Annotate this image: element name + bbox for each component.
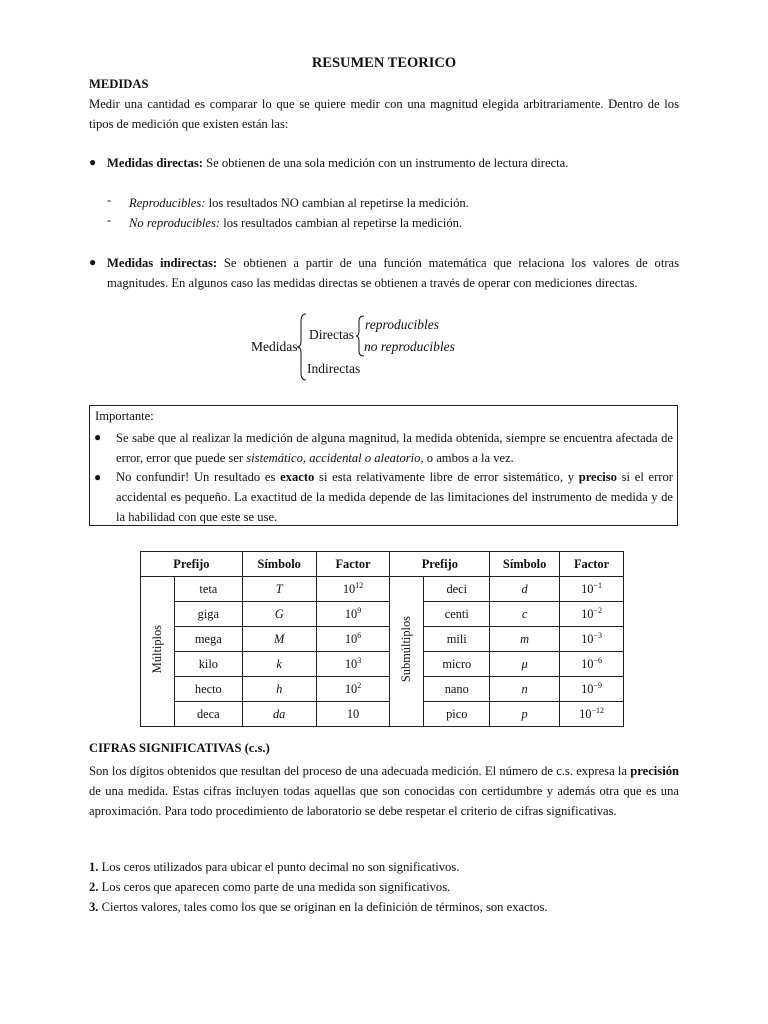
importante-item-2-end: si el error accidental es pequeño. La exactitud de la medida depende de las limitaciones del instrumento de medida y de la habilidad con que este se use. (116, 470, 673, 524)
table-row (141, 627, 624, 652)
factor-cell: $10^3$ (316, 652, 390, 677)
document-title: RESUMEN TEORICO (311, 55, 457, 71)
multiplos-group-label: Múltiplos (141, 577, 175, 727)
symbol-cell: c (490, 602, 560, 627)
table-row (141, 602, 624, 627)
cifras-precision: precisión (630, 764, 679, 778)
prefix-cell: deca (174, 702, 242, 727)
list-item (89, 877, 450, 897)
symbol-cell: p (490, 702, 560, 727)
bullet-icon: ● (94, 470, 102, 484)
prefix-cell: deci (424, 577, 490, 602)
importante-item-1 (116, 428, 673, 468)
cifras-text-b: de una medida. Estas cifras incluyen todas aquellas que son conocidas con certidumbre y además otra que es una aproximación. Para todo procedimiento de laboratorio se debe respetar el criterio de cifras significativas. (89, 784, 679, 818)
prefix-cell: pico (424, 702, 490, 727)
factor-cell: $10^9$ (316, 602, 390, 627)
factor-cell: 10 (316, 702, 390, 727)
table-header-cell: Símbolo (490, 552, 560, 577)
symbol-cell: h (242, 677, 316, 702)
bullet-icon: ● (94, 430, 102, 444)
list-item-text: Ciertos valores, tales como los que se originan en la definición de términos, son exactos. (101, 900, 548, 914)
list-item (89, 857, 459, 877)
importante-item-1-text: Se sabe que al realizar la medición de alguna magnitud, la medida obtenida, siempre se encuentra afectada de error, error que puede ser (116, 431, 673, 465)
factor-cell: $10^{12}$ (316, 577, 390, 602)
cifras-text-a: Son los dígitos obtenidos que resultan del proceso de una adecuada medición. El número de c.s. expresa la (89, 764, 631, 778)
sub-item-label: Reproducibles: (129, 196, 206, 210)
prefix-cell: teta (174, 577, 242, 602)
factor-cell: $10^6$ (316, 627, 390, 652)
importante-item-1-end: o ambos a la vez. (423, 451, 514, 465)
sub-item-text: los resultados NO cambian al repetirse la medición. (205, 196, 469, 210)
factor-cell: $10^{-2}$ (560, 602, 624, 627)
symbol-cell: d (490, 577, 560, 602)
sub-item-label: No reproducibles: (129, 216, 221, 230)
table-row (141, 577, 624, 602)
factor-cell: $10^{-12}$ (560, 702, 624, 727)
dash-icon: - (107, 213, 112, 227)
diagram-directas-label: Directas (309, 327, 354, 342)
importante-heading: Importante: (95, 409, 154, 423)
diagram-indirectas-label: Indirectas (307, 361, 361, 376)
medidas-directas-item (107, 153, 679, 173)
sub-item-text: los resultados cambian al repetirse la medición. (220, 216, 463, 230)
importante-item-2-text: No confundir! Un resultado es (116, 470, 281, 484)
submultiplos-group-label: Submúltiplos (390, 577, 424, 727)
bullet-icon: ● (89, 155, 97, 169)
table-row (141, 652, 624, 677)
prefix-cell: mega (174, 627, 242, 652)
prefix-cell: giga (174, 602, 242, 627)
prefix-cell: hecto (174, 677, 242, 702)
list-item-text: Los ceros utilizados para ubicar el punto decimal no son significativos. (101, 860, 460, 874)
symbol-cell: da (242, 702, 316, 727)
prefix-cell: mili (424, 627, 490, 652)
medidas-directas-text: Se obtienen de una sola medición con un instrumento de lectura directa. (202, 156, 569, 170)
factor-cell: $10^{-6}$ (560, 652, 624, 677)
importante-item-2 (116, 467, 673, 527)
sub-item-no-reproducibles (129, 213, 462, 233)
table-header-cell: Factor (316, 552, 390, 577)
factor-cell: $10^{-1}$ (560, 577, 624, 602)
diagram-no-reproducibles-label: no reproducibles (364, 339, 455, 354)
table-row (141, 702, 624, 727)
table-header-cell: Símbolo (242, 552, 316, 577)
cifras-heading: CIFRAS SIGNIFICATIVAS (c.s.) (89, 741, 270, 755)
medidas-indirectas-label: Medidas indirectas: (107, 256, 218, 270)
table-row (141, 677, 624, 702)
medidas-directas-label: Medidas directas: (107, 156, 203, 170)
medidas-heading: MEDIDAS (89, 77, 149, 91)
list-item-text: Los ceros que aparecen como parte de una medida son significativos. (101, 880, 451, 894)
importante-item-1-italic: sistemático, accidental o aleatorio, (246, 451, 424, 465)
list-item-number: 1. (89, 860, 99, 874)
importante-item-2-mid: si esta relativamente libre de error sistemático, y (314, 470, 579, 484)
prefix-table (140, 551, 624, 727)
symbol-cell: k (242, 652, 316, 677)
factor-cell: $10^2$ (316, 677, 390, 702)
table-header-cell: Factor (560, 552, 624, 577)
dash-icon: - (107, 193, 112, 207)
prefix-cell: micro (424, 652, 490, 677)
sub-item-reproducibles (129, 193, 469, 213)
list-item-number: 3. (89, 900, 99, 914)
prefix-cell: kilo (174, 652, 242, 677)
table-header-cell: Prefijo (390, 552, 490, 577)
cifras-paragraph (89, 761, 679, 821)
symbol-cell: n (490, 677, 560, 702)
bullet-icon: ● (89, 255, 97, 269)
importante-preciso: preciso (578, 470, 617, 484)
symbol-cell: G (242, 602, 316, 627)
prefix-cell: centi (424, 602, 490, 627)
diagram-root-label: Medidas (251, 339, 298, 354)
importante-exacto: exacto (280, 470, 315, 484)
table-header-row (141, 552, 624, 577)
diagram-reproducibles-label: reproducibles (365, 317, 439, 332)
symbol-cell: m (490, 627, 560, 652)
medidas-intro: Medir una cantidad es comparar lo que se quiere medir con una magnitud elegida arbitrariamente. Dentro de los tipos de medición que existen están las: (89, 97, 679, 131)
table-header-cell: Prefijo (141, 552, 243, 577)
medidas-indirectas-item (107, 253, 679, 293)
factor-cell: $10^{-3}$ (560, 627, 624, 652)
prefix-cell: nano (424, 677, 490, 702)
list-item-number: 2. (89, 880, 99, 894)
medidas-indirectas-text: Se obtienen a partir de una función matemática que relaciona los valores de otras magnitudes. En algunos caso las medidas directas se obtienen a través de operar con mediciones directas. (107, 256, 680, 290)
factor-cell: $10^{-9}$ (560, 677, 624, 702)
symbol-cell: μ (490, 652, 560, 677)
symbol-cell: M (242, 627, 316, 652)
list-item (89, 897, 548, 917)
symbol-cell: T (242, 577, 316, 602)
